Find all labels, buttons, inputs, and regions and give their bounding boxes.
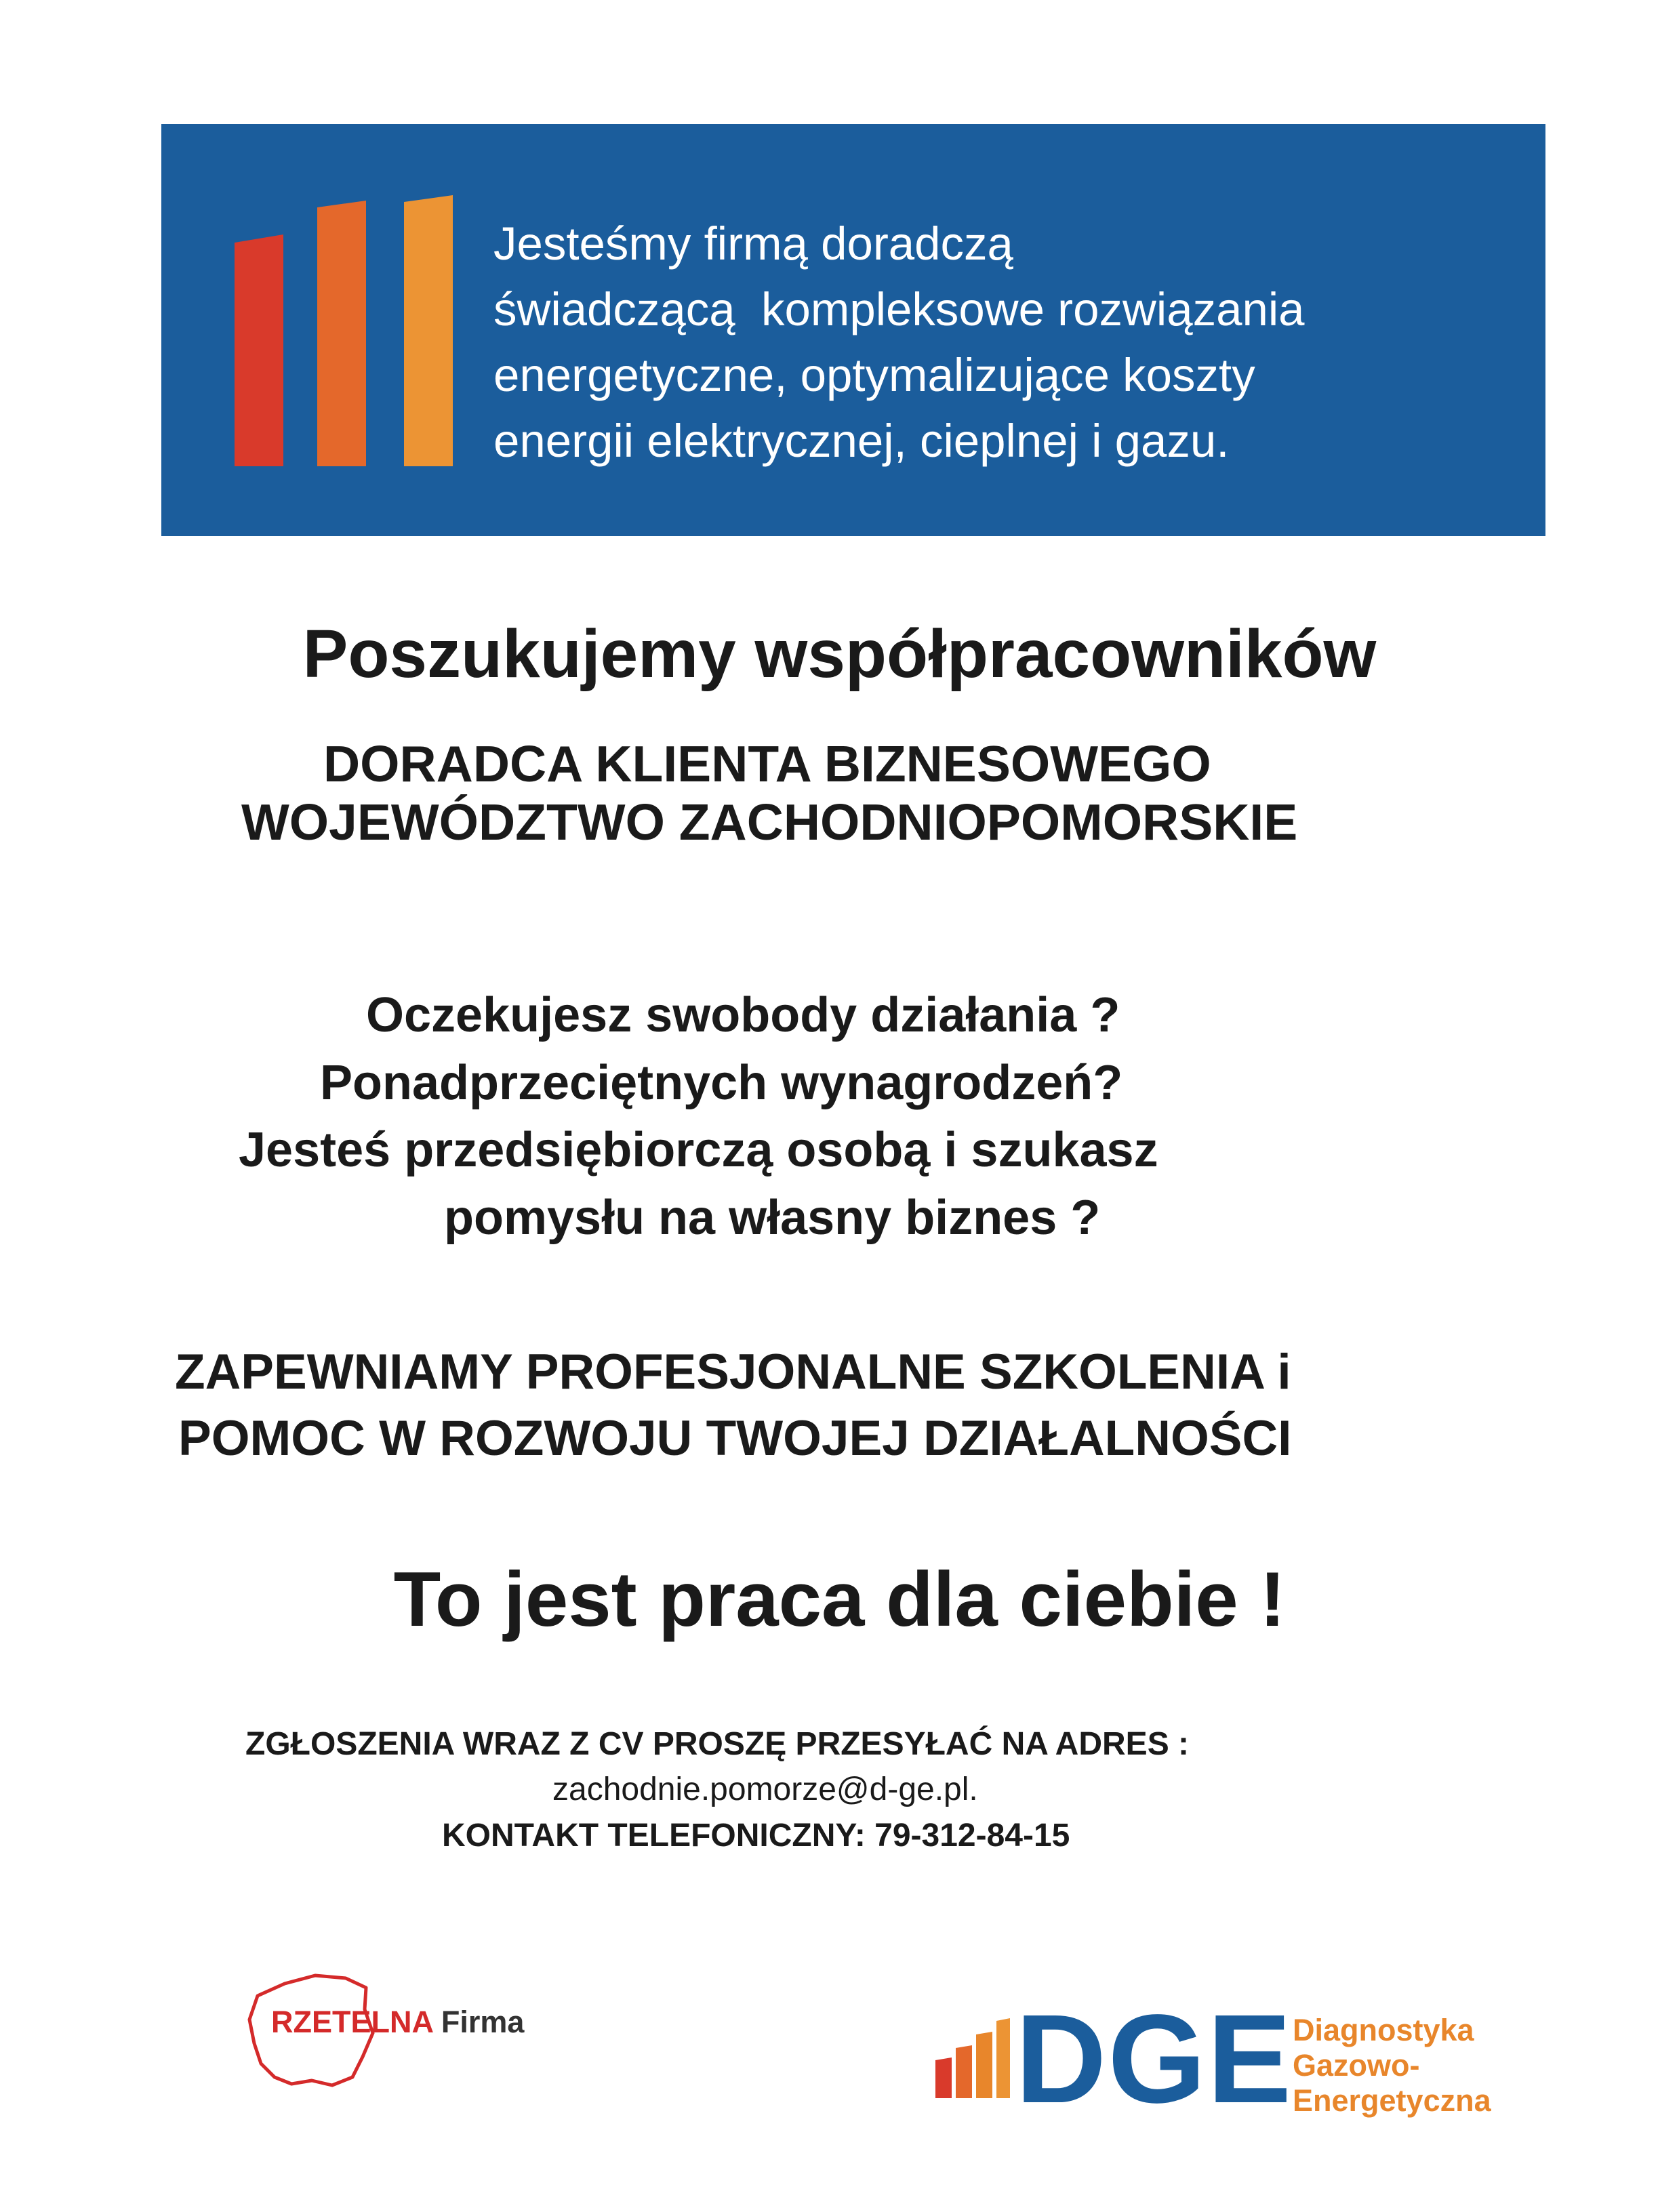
- dge-name-line: Gazowo-: [1293, 2048, 1420, 2083]
- dge-logo-letters: [1015, 1989, 1293, 2129]
- contact-phone: KONTAKT TELEFONICZNY: 79-312-84-15: [442, 1818, 1070, 1853]
- job-region: WOJEWÓDZTWO ZACHODNIOPOMORSKIE: [241, 794, 1298, 851]
- logo-bar-small: [235, 234, 283, 466]
- logo-bar-medium: [317, 201, 366, 466]
- company-bars-logo: [235, 195, 456, 466]
- rzetelna-firma-logo: [271, 2005, 524, 2040]
- firma-word: Firma: [441, 2005, 525, 2039]
- company-description-line: energetyczne, optymalizujące koszty: [493, 349, 1255, 401]
- dge-name-line: Energetyczna: [1293, 2083, 1491, 2118]
- dge-bar: [956, 2045, 972, 2098]
- contact-email[interactable]: zachodnie.pomorze@d-ge.pl.: [552, 1771, 978, 1807]
- question-line: Ponadprzeciętnych wynagrodzeń?: [320, 1056, 1123, 1110]
- offer-line: ZAPEWNIAMY PROFESJONALNE SZKOLENIA i: [175, 1345, 1291, 1399]
- company-description-line: Jesteśmy firmą doradczą: [493, 218, 1013, 270]
- company-description: [493, 211, 1305, 474]
- page-heading: Poszukujemy współpracowników: [302, 616, 1377, 692]
- question-line: Jesteś przedsiębiorczą osobą i szukasz: [239, 1123, 1158, 1177]
- job-title: DORADCA KLIENTA BIZNESOWEGO: [323, 735, 1211, 792]
- dge-company-name: [1293, 2013, 1491, 2118]
- dge-letter: D: [1015, 1989, 1108, 2129]
- bar-chart-icon: [935, 2018, 1010, 2098]
- dge-letter: E: [1207, 1989, 1293, 2129]
- dge-bar: [976, 2032, 992, 2098]
- closing-slogan: To jest praca dla ciebie !: [393, 1557, 1286, 1643]
- logo-bar-large: [404, 195, 453, 466]
- dge-bar: [935, 2057, 952, 2098]
- offer-line: POMOC W ROZWOJU TWOJEJ DZIAŁALNOŚCI: [178, 1411, 1292, 1466]
- rzetelna-word: RZETELNA: [271, 2005, 433, 2039]
- company-description-line: świadczącą kompleksowe rozwiązania: [493, 283, 1305, 335]
- company-description-line: energii elektrycznej, cieplnej i gazu.: [493, 415, 1230, 467]
- dge-bar: [996, 2018, 1010, 2098]
- question-line: pomysłu na własny biznes ?: [444, 1191, 1101, 1245]
- applications-instruction: ZGŁOSZENIA WRAZ Z CV PROSZĘ PRZESYŁAĆ NA ADRES :: [245, 1726, 1190, 1762]
- dge-name-line: Diagnostyka: [1293, 2013, 1474, 2047]
- intro-banner: [161, 124, 1545, 536]
- dge-letter: G: [1108, 1989, 1208, 2129]
- question-line: Oczekujesz swobody działania ?: [366, 988, 1120, 1042]
